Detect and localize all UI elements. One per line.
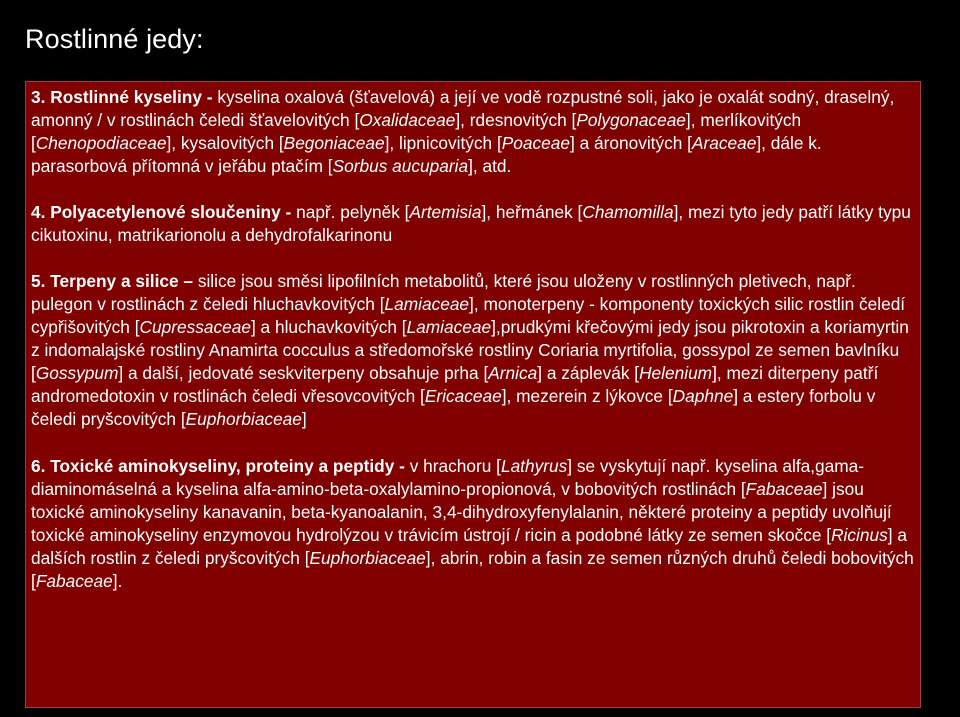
text-run: ] a hluchavkovitých [	[250, 317, 407, 337]
paragraph-terpenes	[31, 270, 914, 431]
paragraph-organic-acids	[31, 86, 914, 178]
text-run: např. pelyněk [	[296, 202, 410, 222]
section-heading: 4. Polyacetylenové sloučeniny -	[31, 202, 297, 222]
content-box	[25, 81, 921, 708]
text-run: ], abrin, robin a fasin ze semen různých druhů čeledi bobovitých [	[31, 548, 914, 591]
text-run: ], mezerein z lýkovce [	[501, 386, 673, 406]
text-run: ] jsou toxické aminokyseliny kanavanin, beta-kyanoalanin, 3,4-dihydroxyfenylalanin, některé proteiny a peptidy uvolňují toxické aminokyseliny enzymovou hydrolýzou v trávicím ústrojí / ricin a podobné látky ze semen skočce [	[31, 479, 892, 545]
taxon-name: Arnica	[488, 363, 538, 383]
section-heading: 6. Toxické aminokyseliny, proteiny a peptidy -	[31, 456, 410, 476]
text-run: ].	[112, 571, 123, 591]
taxon-name: Gossypum	[35, 363, 119, 383]
taxon-name: Araceae	[691, 133, 757, 153]
text-run: ] a estery forbolu v čeledi pryšcovitých [	[31, 386, 876, 429]
taxon-name: Oxalidaceae	[359, 110, 456, 130]
text-run: ] a záplevák [	[537, 363, 640, 383]
taxon-name: Lamiaceae	[384, 294, 470, 314]
taxon-name: Fabaceae	[745, 479, 823, 499]
taxon-name: Euphorbiaceae	[309, 548, 426, 568]
taxon-name: Poaceae	[501, 133, 570, 153]
text-run: silice jsou směsi lipofilních metabolitů, které jsou uloženy v rostlinných pletivech, např. pulegon v rostlinách z čeledi hluchavkovitých [	[31, 271, 856, 314]
slide-title: Rostlinné jedy:	[25, 24, 204, 54]
section-heading: 5. Terpeny a silice –	[31, 271, 198, 291]
taxon-name: Lamiaceae	[406, 317, 492, 337]
text-run: ] se vyskytují např. kyselina alfa,gama-diaminomáselná a kyselina alfa-amino-beta-oxalylamino-propionová, v bobovitých rostlinách [	[31, 456, 865, 499]
taxon-name: Helenium	[639, 363, 713, 383]
section-heading: 3. Rostlinné kyseliny -	[31, 87, 218, 107]
text-run: ], rdesnovitých [	[455, 110, 577, 130]
text-run: ], heřmánek [	[481, 202, 583, 222]
text-run: ]	[301, 409, 307, 429]
text-run: kyselina oxalová (šťavelová) a její ve vodě rozpustné soli, jako je oxalát sodný, draselný, amonný / v rostlinách čeledi šťavelovitých [	[31, 87, 895, 130]
text-run: ], dále k. parasorbová přítomná v jeřábu ptačím [	[31, 133, 822, 176]
text-run: ], monoterpeny - komponenty toxických silic rostlin čeledí cypřišovitých [	[31, 294, 906, 337]
text-run: ] a další, jedovaté seskviterpeny obsahuje prha [	[118, 363, 489, 383]
text-run: ], merlíkovitých [	[31, 110, 802, 153]
taxon-name: Chenopodiaceae	[35, 133, 167, 153]
taxon-name: Chamomilla	[582, 202, 674, 222]
taxon-name: Euphorbiaceae	[185, 409, 302, 429]
text-run: ], atd.	[468, 156, 512, 176]
text-run: ],prudkými křečovými jedy jsou pikrotoxin a koriamyrtin z indomalajské rostliny Anamirta cocculus a středomořské rostliny Coriaria myrtifolia, gossypol ze semen bavlníku [	[31, 317, 909, 383]
text-run: ] a áronovitých [	[569, 133, 692, 153]
taxon-name: Daphne	[672, 386, 734, 406]
taxon-name: Ricinus	[831, 525, 888, 545]
text-run: ], mezi diterpeny patří andromedotoxin v rostlinách čeledi vřesovcovitých [	[31, 363, 879, 406]
text-run: ], mezi tyto jedy patří látky typu cikutoxinu, matrikarionolu a dehydrofalkarinonu	[31, 202, 911, 245]
taxon-name: Fabaceae	[35, 571, 113, 591]
paragraph-polyacetylenes	[31, 201, 914, 247]
taxon-name: Cupressaceae	[139, 317, 251, 337]
taxon-name: Lathyrus	[500, 456, 568, 476]
text-run: ] a dalších rostlin z čeledi pryšcovitých [	[31, 525, 907, 568]
text-run: v hrachoru [	[409, 456, 501, 476]
taxon-name: Artemisia	[409, 202, 482, 222]
text-run: ], lipnicovitých [	[384, 133, 502, 153]
taxon-name: Ericaceae	[424, 386, 502, 406]
paragraph-amino-acids	[31, 455, 914, 593]
text-run: ], kysalovitých [	[166, 133, 284, 153]
taxon-name: Begoniaceae	[283, 133, 385, 153]
taxon-name: Sorbus aucuparia	[332, 156, 469, 176]
taxon-name: Polygonaceae	[576, 110, 686, 130]
